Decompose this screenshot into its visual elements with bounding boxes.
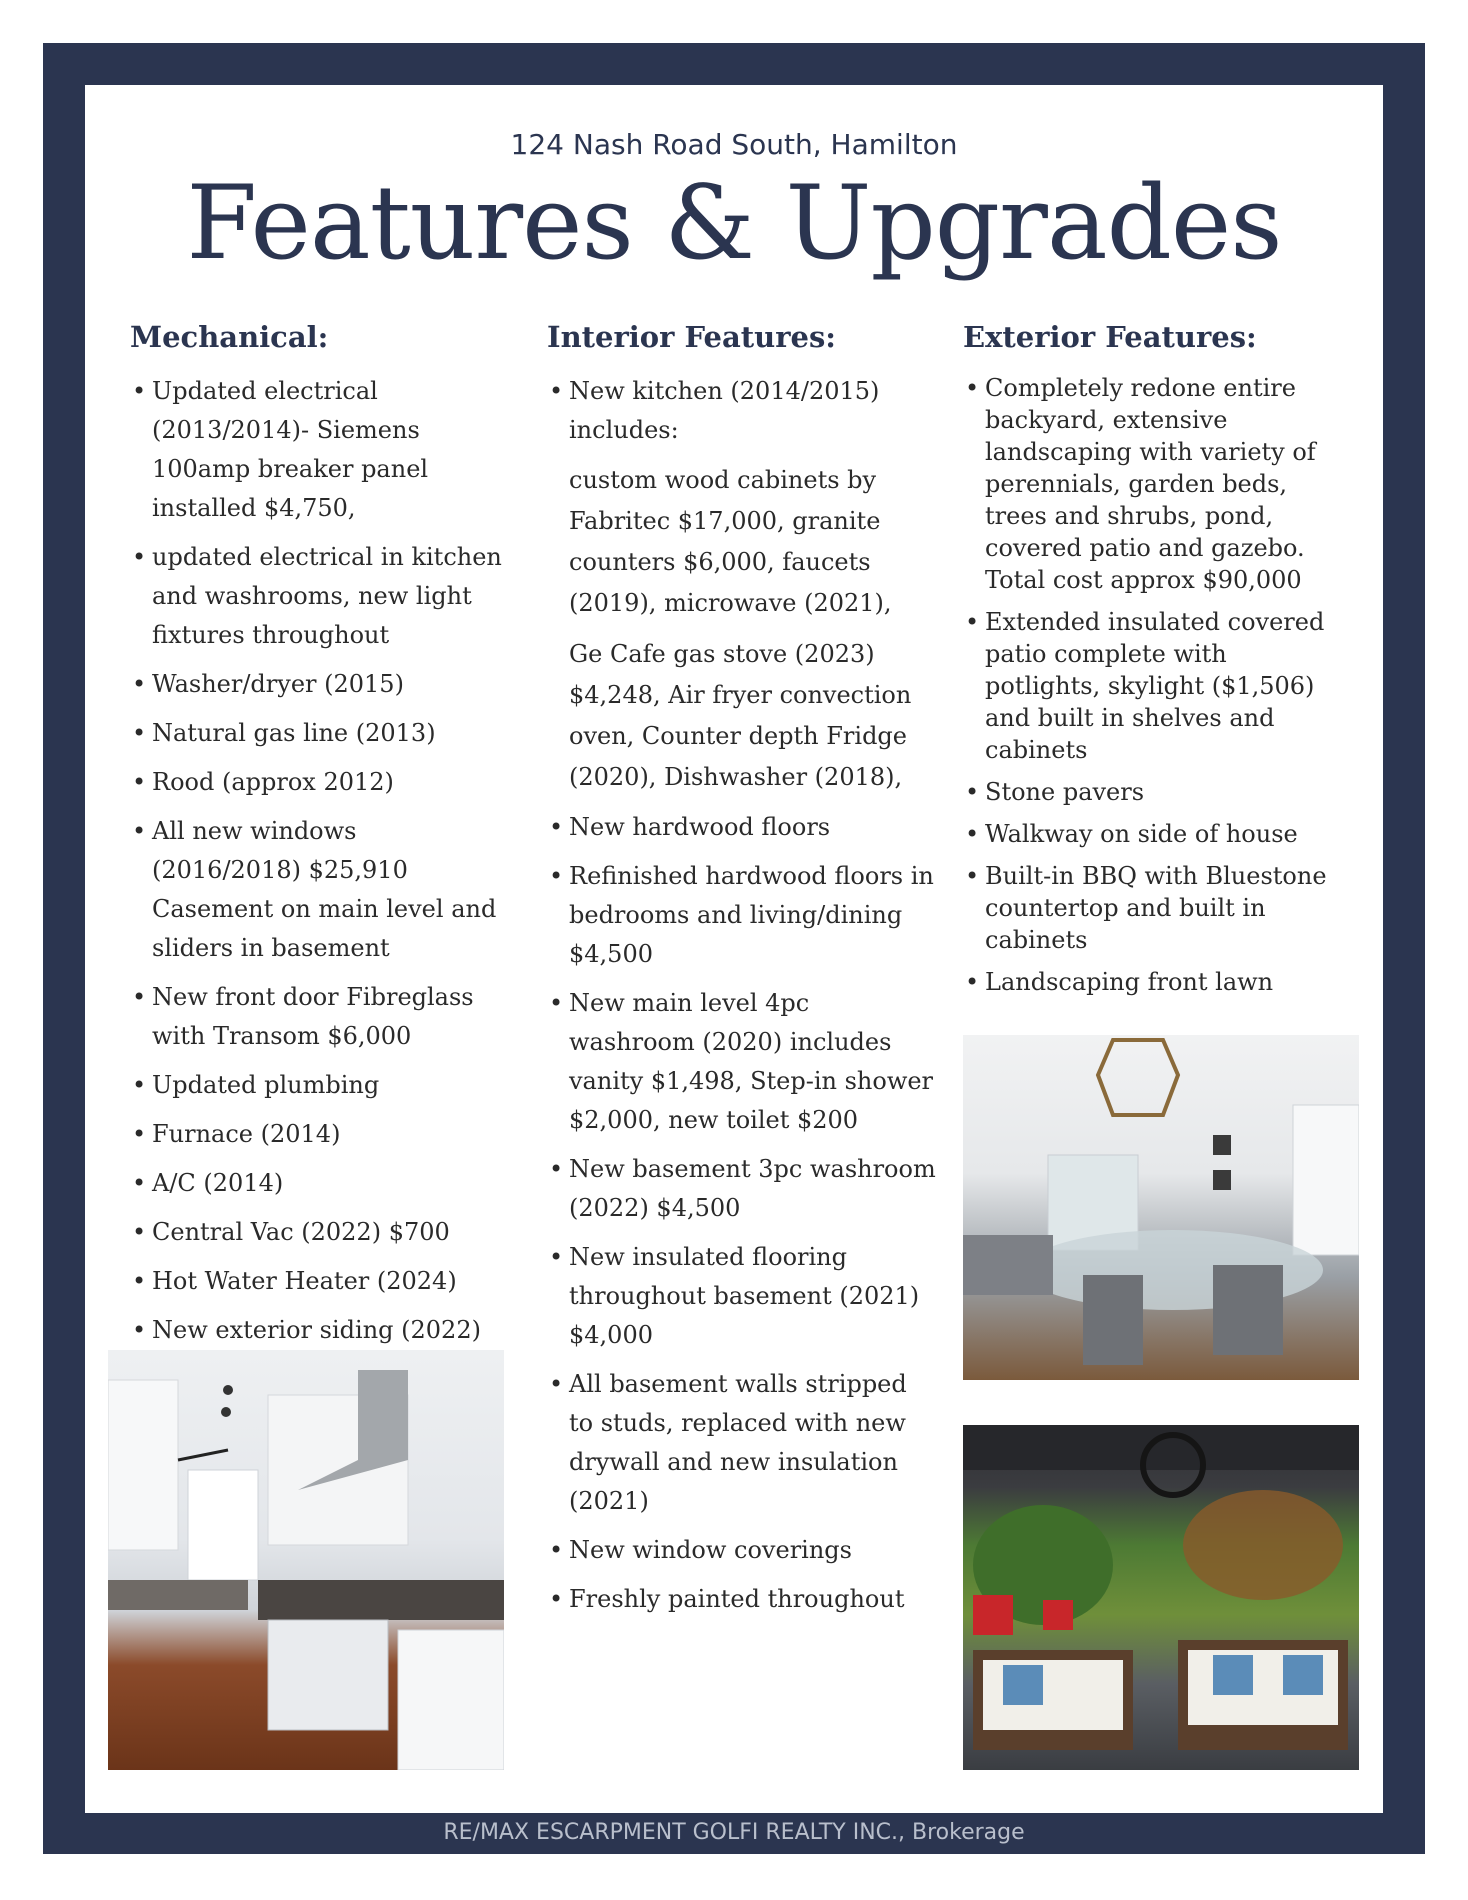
list-item: • New hardwood floors xyxy=(547,808,937,847)
list-item: • Furnace (2014) xyxy=(130,1115,510,1154)
list-item: • Walkway on side of house xyxy=(963,818,1348,850)
kitchen-details: custom wood cabinets by Fabritec $17,000, granite counters $6,000, faucets (2019), microwave (2021), xyxy=(569,466,892,617)
mechanical-column xyxy=(130,320,510,1360)
dining-room-photo-art xyxy=(963,1035,1359,1380)
property-address: 124 Nash Road South, Hamilton xyxy=(510,128,958,161)
interior-column xyxy=(547,320,937,1629)
list-item: • Hot Water Heater (2024) xyxy=(130,1262,510,1301)
list-item: • Stone pavers xyxy=(963,776,1348,808)
exterior-heading: Exterior Features: xyxy=(963,320,1257,354)
list-item: • Updated plumbing xyxy=(130,1066,510,1105)
list-item: • New basement 3pc washroom (2022) $4,500 xyxy=(547,1150,937,1228)
list-item: • New insulated flooring throughout basement (2021) $4,000 xyxy=(547,1238,937,1355)
list-item: • A/C (2014) xyxy=(130,1164,510,1203)
kitchen-appliances: Ge Cafe gas stove (2023) $4,248, Air fryer convection oven, Counter depth Fridge (2020), Dishwasher (2018), xyxy=(569,640,912,791)
interior-heading: Interior Features: xyxy=(547,320,836,354)
brokerage-footer: RE/MAX ESCARPMENT GOLFI REALTY INC., Brokerage xyxy=(443,1820,1025,1845)
interior-list xyxy=(547,372,937,450)
list-item: • Extended insulated covered patio complete with potlights, skylight ($1,506) and built in shelves and cabinets xyxy=(963,606,1348,766)
list-item: • New front door Fibreglass with Transom $6,000 xyxy=(130,978,510,1056)
list-item: • New exterior siding (2022) xyxy=(130,1311,510,1350)
list-item: • New main level 4pc washroom (2020) includes vanity $1,498, Step-in shower $2,000, new toilet $200 xyxy=(547,984,937,1140)
exterior-list xyxy=(963,372,1348,998)
list-item: • Natural gas line (2013) xyxy=(130,714,510,753)
mechanical-list xyxy=(130,372,510,1350)
interior-list-more xyxy=(547,808,937,1619)
patio-photo xyxy=(963,1425,1359,1770)
list-item: • Rood (approx 2012) xyxy=(130,763,510,802)
list-item: • All basement walls stripped to studs, replaced with new drywall and new insulation (2021) xyxy=(547,1365,937,1521)
list-item: • Washer/dryer (2015) xyxy=(130,665,510,704)
list-item: • updated electrical in kitchen and washrooms, new light fixtures throughout xyxy=(130,538,510,655)
dining-room-photo xyxy=(963,1035,1359,1380)
exterior-column xyxy=(963,320,1348,1008)
list-item: • New kitchen (2014/2015) includes: xyxy=(547,372,937,450)
list-item: • Built-in BBQ with Bluestone countertop and built in cabinets xyxy=(963,860,1348,956)
list-item: • Landscaping front lawn xyxy=(963,966,1348,998)
page-title: Features & Upgrades xyxy=(186,164,1282,283)
kitchen-photo-art xyxy=(108,1350,504,1770)
kitchen-photo xyxy=(108,1350,504,1770)
mechanical-heading: Mechanical: xyxy=(130,320,329,354)
list-item: • Updated electrical (2013/2014)- Siemens 100amp breaker panel installed $4,750, xyxy=(130,372,510,528)
list-item: • Completely redone entire backyard, extensive landscaping with variety of perennials, garden beds, trees and shrubs, pond, covered patio and gazebo. Total cost approx $90,000 xyxy=(963,372,1348,596)
list-item: • All new windows (2016/2018) $25,910 Casement on main level and sliders in basement xyxy=(130,812,510,968)
patio-photo-art xyxy=(963,1425,1359,1770)
list-item: • New window coverings xyxy=(547,1531,937,1570)
list-item: • Central Vac (2022) $700 xyxy=(130,1213,510,1252)
list-item: • Refinished hardwood floors in bedrooms and living/dining $4,500 xyxy=(547,857,937,974)
list-item: • Freshly painted throughout xyxy=(547,1580,937,1619)
